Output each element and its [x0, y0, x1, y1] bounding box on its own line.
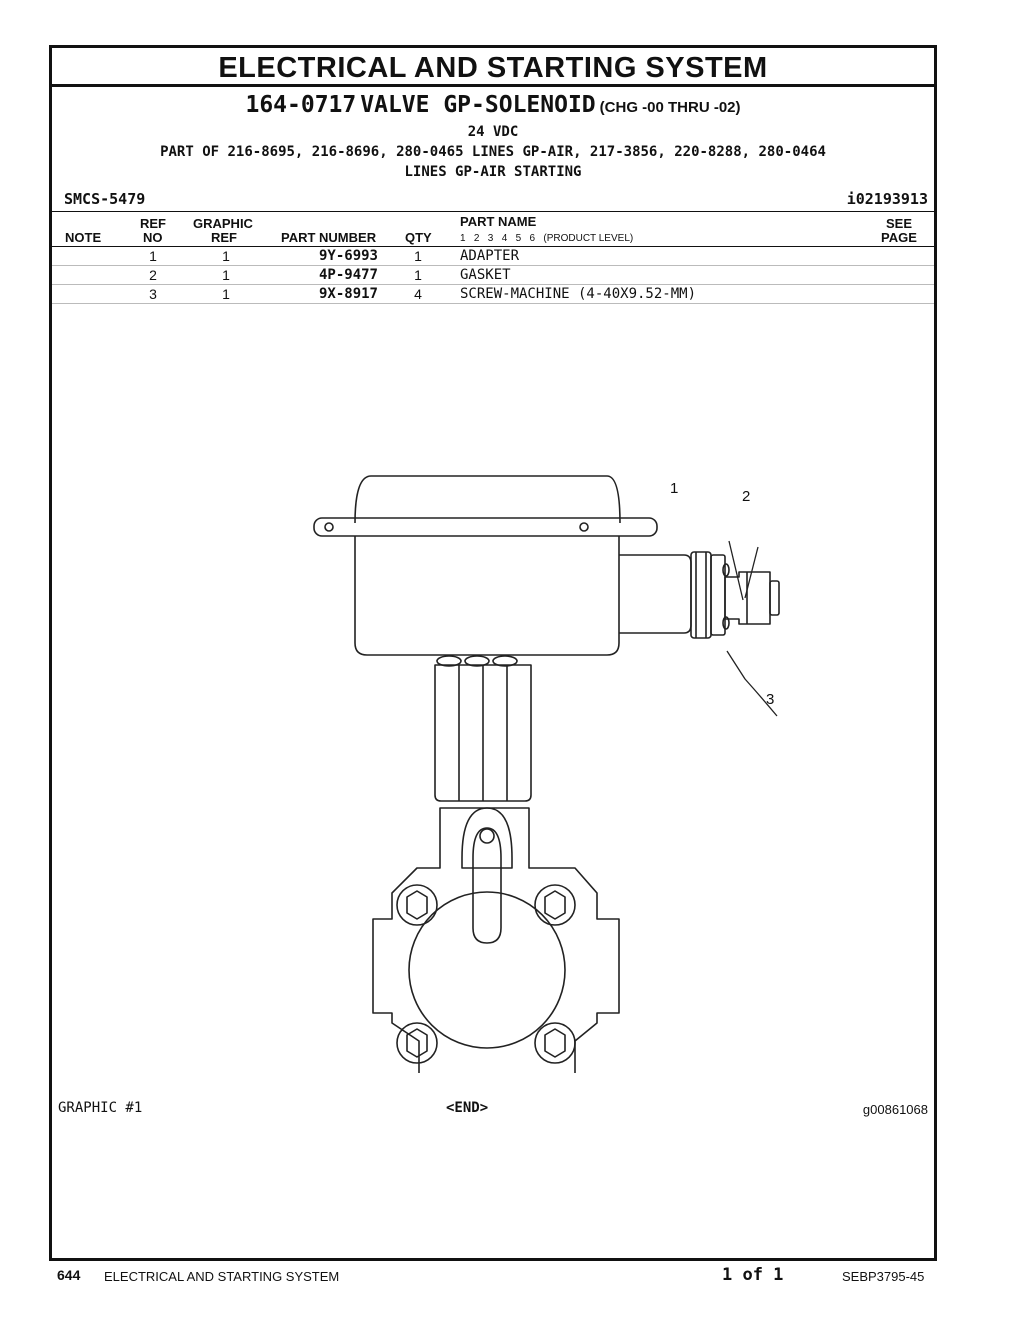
side-boss	[619, 555, 691, 633]
col-ref-bottom: NO	[143, 230, 163, 245]
page-footer	[0, 1265, 1020, 1289]
illustration-id: i02193913	[846, 190, 928, 208]
quantity: 4	[414, 286, 422, 302]
flange-hole-left	[325, 523, 333, 531]
part-name: GASKET	[460, 267, 511, 283]
graphic-id: g00861068	[862, 1102, 928, 1117]
solenoid-valve-drawing	[307, 473, 867, 1073]
group-part-number: 164-0717	[245, 92, 357, 118]
page-number: 644	[57, 1267, 81, 1283]
col-qty: QTY	[405, 230, 432, 245]
graphic-ref: 1	[222, 267, 230, 283]
table-row	[52, 285, 934, 303]
col-see-bottom: PAGE	[881, 230, 917, 245]
page-frame	[49, 45, 937, 1261]
graphic-ref: 1	[222, 248, 230, 264]
end-marker: <END>	[446, 1100, 489, 1116]
housing-cap	[355, 476, 620, 523]
change-level: (CHG -00 THRU -02)	[599, 99, 741, 116]
group-heading	[52, 92, 934, 118]
col-part-name: PART NAME	[460, 214, 537, 229]
connector-tip	[770, 581, 779, 615]
header-rule	[52, 211, 934, 212]
col-ref-top: REF	[140, 216, 166, 231]
flange-hole-right	[580, 523, 588, 531]
housing-flange	[314, 518, 657, 536]
graphic-ref: 1	[222, 286, 230, 302]
group-name: VALVE GP-SOLENOID	[360, 92, 596, 118]
col-part-number: PART NUMBER	[281, 230, 377, 245]
quantity: 1	[414, 248, 422, 264]
ref-no: 2	[149, 267, 157, 283]
col-note: NOTE	[65, 230, 102, 245]
graphic-label: GRAPHIC #1	[58, 1100, 143, 1116]
table-row	[52, 247, 934, 265]
section-title: ELECTRICAL AND STARTING SYSTEM	[52, 48, 934, 87]
inlet-slot	[473, 828, 501, 943]
ref-no: 3	[149, 286, 157, 302]
screw-head-top	[723, 564, 729, 576]
quantity: 1	[414, 267, 422, 283]
footer-section: ELECTRICAL AND STARTING SYSTEM	[104, 1269, 340, 1284]
col-graphic-bottom: REF	[211, 230, 237, 245]
adapter	[691, 552, 711, 638]
leader-1	[729, 541, 743, 600]
col-graphic-top: GRAPHIC	[193, 216, 253, 231]
part-of-line-2: LINES GP-AIR STARTING	[404, 164, 582, 180]
callout-1: 1	[670, 480, 679, 497]
part-name: SCREW-MACHINE (4-40X9.52-MM)	[460, 286, 697, 302]
col-product-levels: 1 2 3 4 5 6 (PRODUCT LEVEL)	[460, 233, 634, 244]
smcs-code: SMCS-5479	[64, 190, 146, 208]
table-row	[52, 266, 934, 284]
callout-2: 2	[742, 488, 751, 505]
part-name: ADAPTER	[460, 248, 520, 264]
part-of-line-1: PART OF 216-8695, 216-8696, 280-0465 LINES GP-AIR, 217-3856, 220-8288, 280-0464	[160, 144, 826, 160]
part-number: 4P-9477	[318, 267, 378, 283]
callout-3: 3	[766, 691, 775, 708]
ref-no: 1	[149, 248, 157, 264]
main-bore	[409, 892, 565, 1048]
voltage-line: 24 VDC	[467, 124, 519, 140]
col-see-top: SEE	[886, 216, 913, 231]
part-number: 9X-8917	[318, 286, 378, 302]
document-number: SEBP3795-45	[842, 1269, 925, 1284]
housing-body	[355, 536, 619, 655]
page-of: 1 of 1	[722, 1265, 784, 1285]
part-number: 9Y-6993	[318, 248, 378, 264]
row-divider	[52, 303, 934, 304]
